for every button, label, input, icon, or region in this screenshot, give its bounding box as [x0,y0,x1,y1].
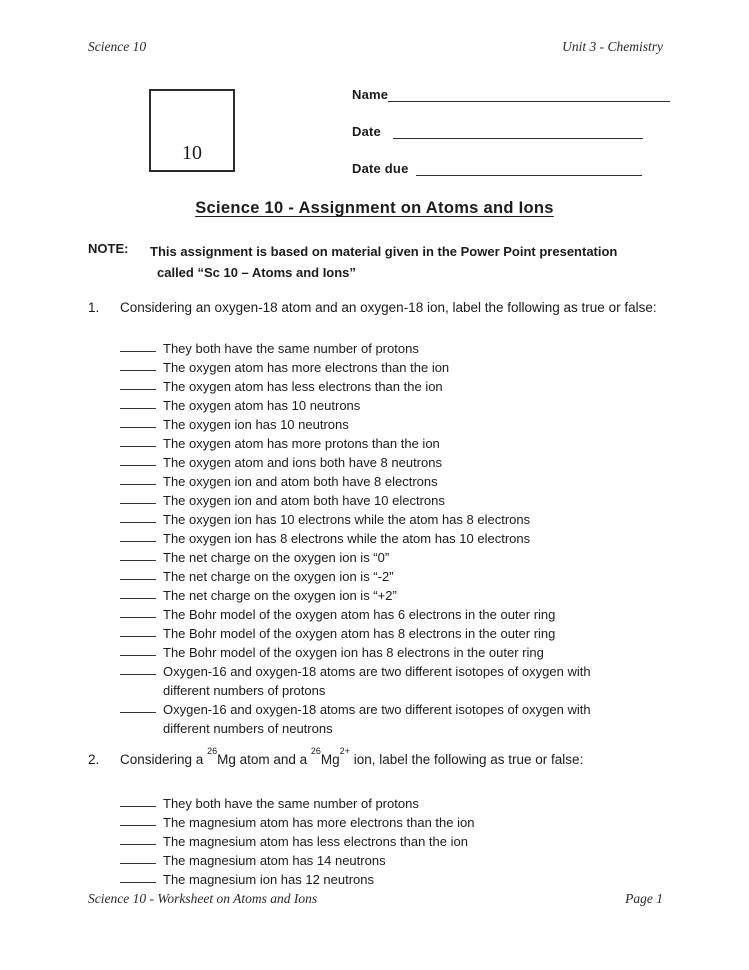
prompt-segment: Considering a [120,752,208,767]
statement-row [120,434,650,453]
score-box-value: 10 [182,142,202,164]
answer-blank[interactable] [120,472,156,485]
statement-text: The Bohr model of the oxygen ion has 8 electrons in the outer ring [163,645,544,660]
statement-text: The magnesium atom has less electrons than the ion [163,834,468,849]
statement-text: The oxygen ion has 10 neutrons [163,417,349,432]
footer-title: Science 10 - Worksheet on Atoms and Ions [88,891,318,906]
statement-text: The magnesium atom has 14 neutrons [163,853,386,868]
answer-blank[interactable] [120,358,156,371]
answer-blank[interactable] [120,377,156,390]
answer-blank[interactable] [120,700,156,713]
statement-text: The oxygen atom and ions both have 8 neutrons [163,455,442,470]
mass-number-superscript: 26 [310,746,321,756]
prompt-segment: Mg atom and a [217,752,311,767]
date-due-label: Date due [352,161,409,176]
answer-blank[interactable] [120,813,156,826]
answer-blank[interactable] [120,548,156,561]
answer-blank[interactable] [120,510,156,523]
statement-row [120,567,650,586]
answer-blank[interactable] [120,396,156,409]
charge-superscript: 2+ [339,746,350,756]
statement-row [120,415,650,434]
answer-blank[interactable] [120,851,156,864]
answer-blank[interactable] [120,586,156,599]
mass-number-superscript: 26 [207,746,218,756]
statement-row [120,870,650,889]
date-input-line[interactable] [393,124,643,139]
statement-row [120,377,650,396]
statement-row [120,358,650,377]
note-line-2: called “Sc 10 – Atoms and Ions” [157,265,356,280]
statement-text: The magnesium atom has more electrons than the ion [163,815,475,830]
date-label: Date [352,124,381,139]
header-course: Science 10 [88,39,147,54]
statement-row [120,491,650,510]
note-line-1: This assignment is based on material given in the Power Point presentation [150,244,618,259]
statement-row [120,643,650,662]
answer-blank[interactable] [120,794,156,807]
answer-blank[interactable] [120,832,156,845]
question-1-prompt: Considering an oxygen-18 atom and an oxygen-18 ion, label the following as true or false: [120,300,657,315]
statement-row [120,453,650,472]
statement-text: The oxygen atom has more electrons than the ion [163,360,450,375]
answer-blank[interactable] [120,662,156,675]
statement-row [120,396,650,415]
question-2-prompt [120,746,584,767]
statement-row [120,851,650,870]
date-due-input-line[interactable] [416,161,642,176]
statement-row [120,794,650,813]
statement-text: They both have the same number of protons [163,341,419,356]
statement-text: Oxygen-16 and oxygen-18 atoms are two different isotopes of oxygen with different numbers of neutrons [163,702,591,736]
statement-row [120,529,650,548]
statement-text: The oxygen atom has more protons than the ion [163,436,440,451]
statement-text: The oxygen ion and atom both have 10 electrons [163,493,445,508]
name-label: Name [352,87,389,102]
name-field-row [352,84,670,102]
name-input-line[interactable] [388,87,670,102]
statement-text: They both have the same number of protons [163,796,419,811]
statement-row [120,624,650,643]
answer-blank[interactable] [120,434,156,447]
statement-row [120,586,650,605]
footer-page-number: Page 1 [625,891,663,906]
statement-text: The net charge on the oxygen ion is “-2” [163,569,394,584]
statement-row [120,832,650,851]
answer-blank[interactable] [120,529,156,542]
statement-text: The oxygen ion and atom both have 8 electrons [163,474,438,489]
date-due-field-row [352,158,642,176]
date-field-row [352,121,643,139]
answer-blank[interactable] [120,453,156,466]
statement-text: The oxygen ion has 10 electrons while the atom has 8 electrons [163,512,531,527]
statement-text: The oxygen atom has 10 neutrons [163,398,361,413]
header-unit: Unit 3 - Chemistry [562,39,663,54]
question-1-statements [120,339,650,738]
statement-text: The Bohr model of the oxygen atom has 8 electrons in the outer ring [163,626,556,641]
answer-blank[interactable] [120,567,156,580]
answer-blank[interactable] [120,643,156,656]
statement-row [120,700,650,738]
statement-text: The net charge on the oxygen ion is “+2” [163,588,397,603]
statement-text: The net charge on the oxygen ion is “0” [163,550,390,565]
statement-row [120,339,650,358]
answer-blank[interactable] [120,870,156,883]
prompt-segment: ion, label the following as true or false: [349,752,584,767]
statement-text: The Bohr model of the oxygen atom has 6 electrons in the outer ring [163,607,556,622]
statement-row [120,662,650,700]
question-2-number: 2. [88,752,100,767]
statement-text: Oxygen-16 and oxygen-18 atoms are two different isotopes of oxygen with different numbers of protons [163,664,591,698]
statement-row [120,548,650,567]
statement-row [120,472,650,491]
prompt-segment: Mg [320,752,340,767]
page-title: Science 10 - Assignment on Atoms and Ions [195,199,554,217]
score-box[interactable] [149,89,235,172]
statement-text: The oxygen atom has less electrons than the ion [163,379,443,394]
answer-blank[interactable] [120,491,156,504]
note-text [150,241,680,283]
statement-row [120,605,650,624]
question-2-statements [120,794,650,889]
answer-blank[interactable] [120,339,156,352]
statement-text: The magnesium ion has 12 neutrons [163,872,375,887]
statement-row [120,510,650,529]
question-1-number: 1. [88,300,100,315]
statement-text: The oxygen ion has 8 electrons while the atom has 10 electrons [163,531,531,546]
answer-blank[interactable] [120,605,156,618]
answer-blank[interactable] [120,415,156,428]
note-label: NOTE: [88,241,129,256]
answer-blank[interactable] [120,624,156,637]
statement-row [120,813,650,832]
